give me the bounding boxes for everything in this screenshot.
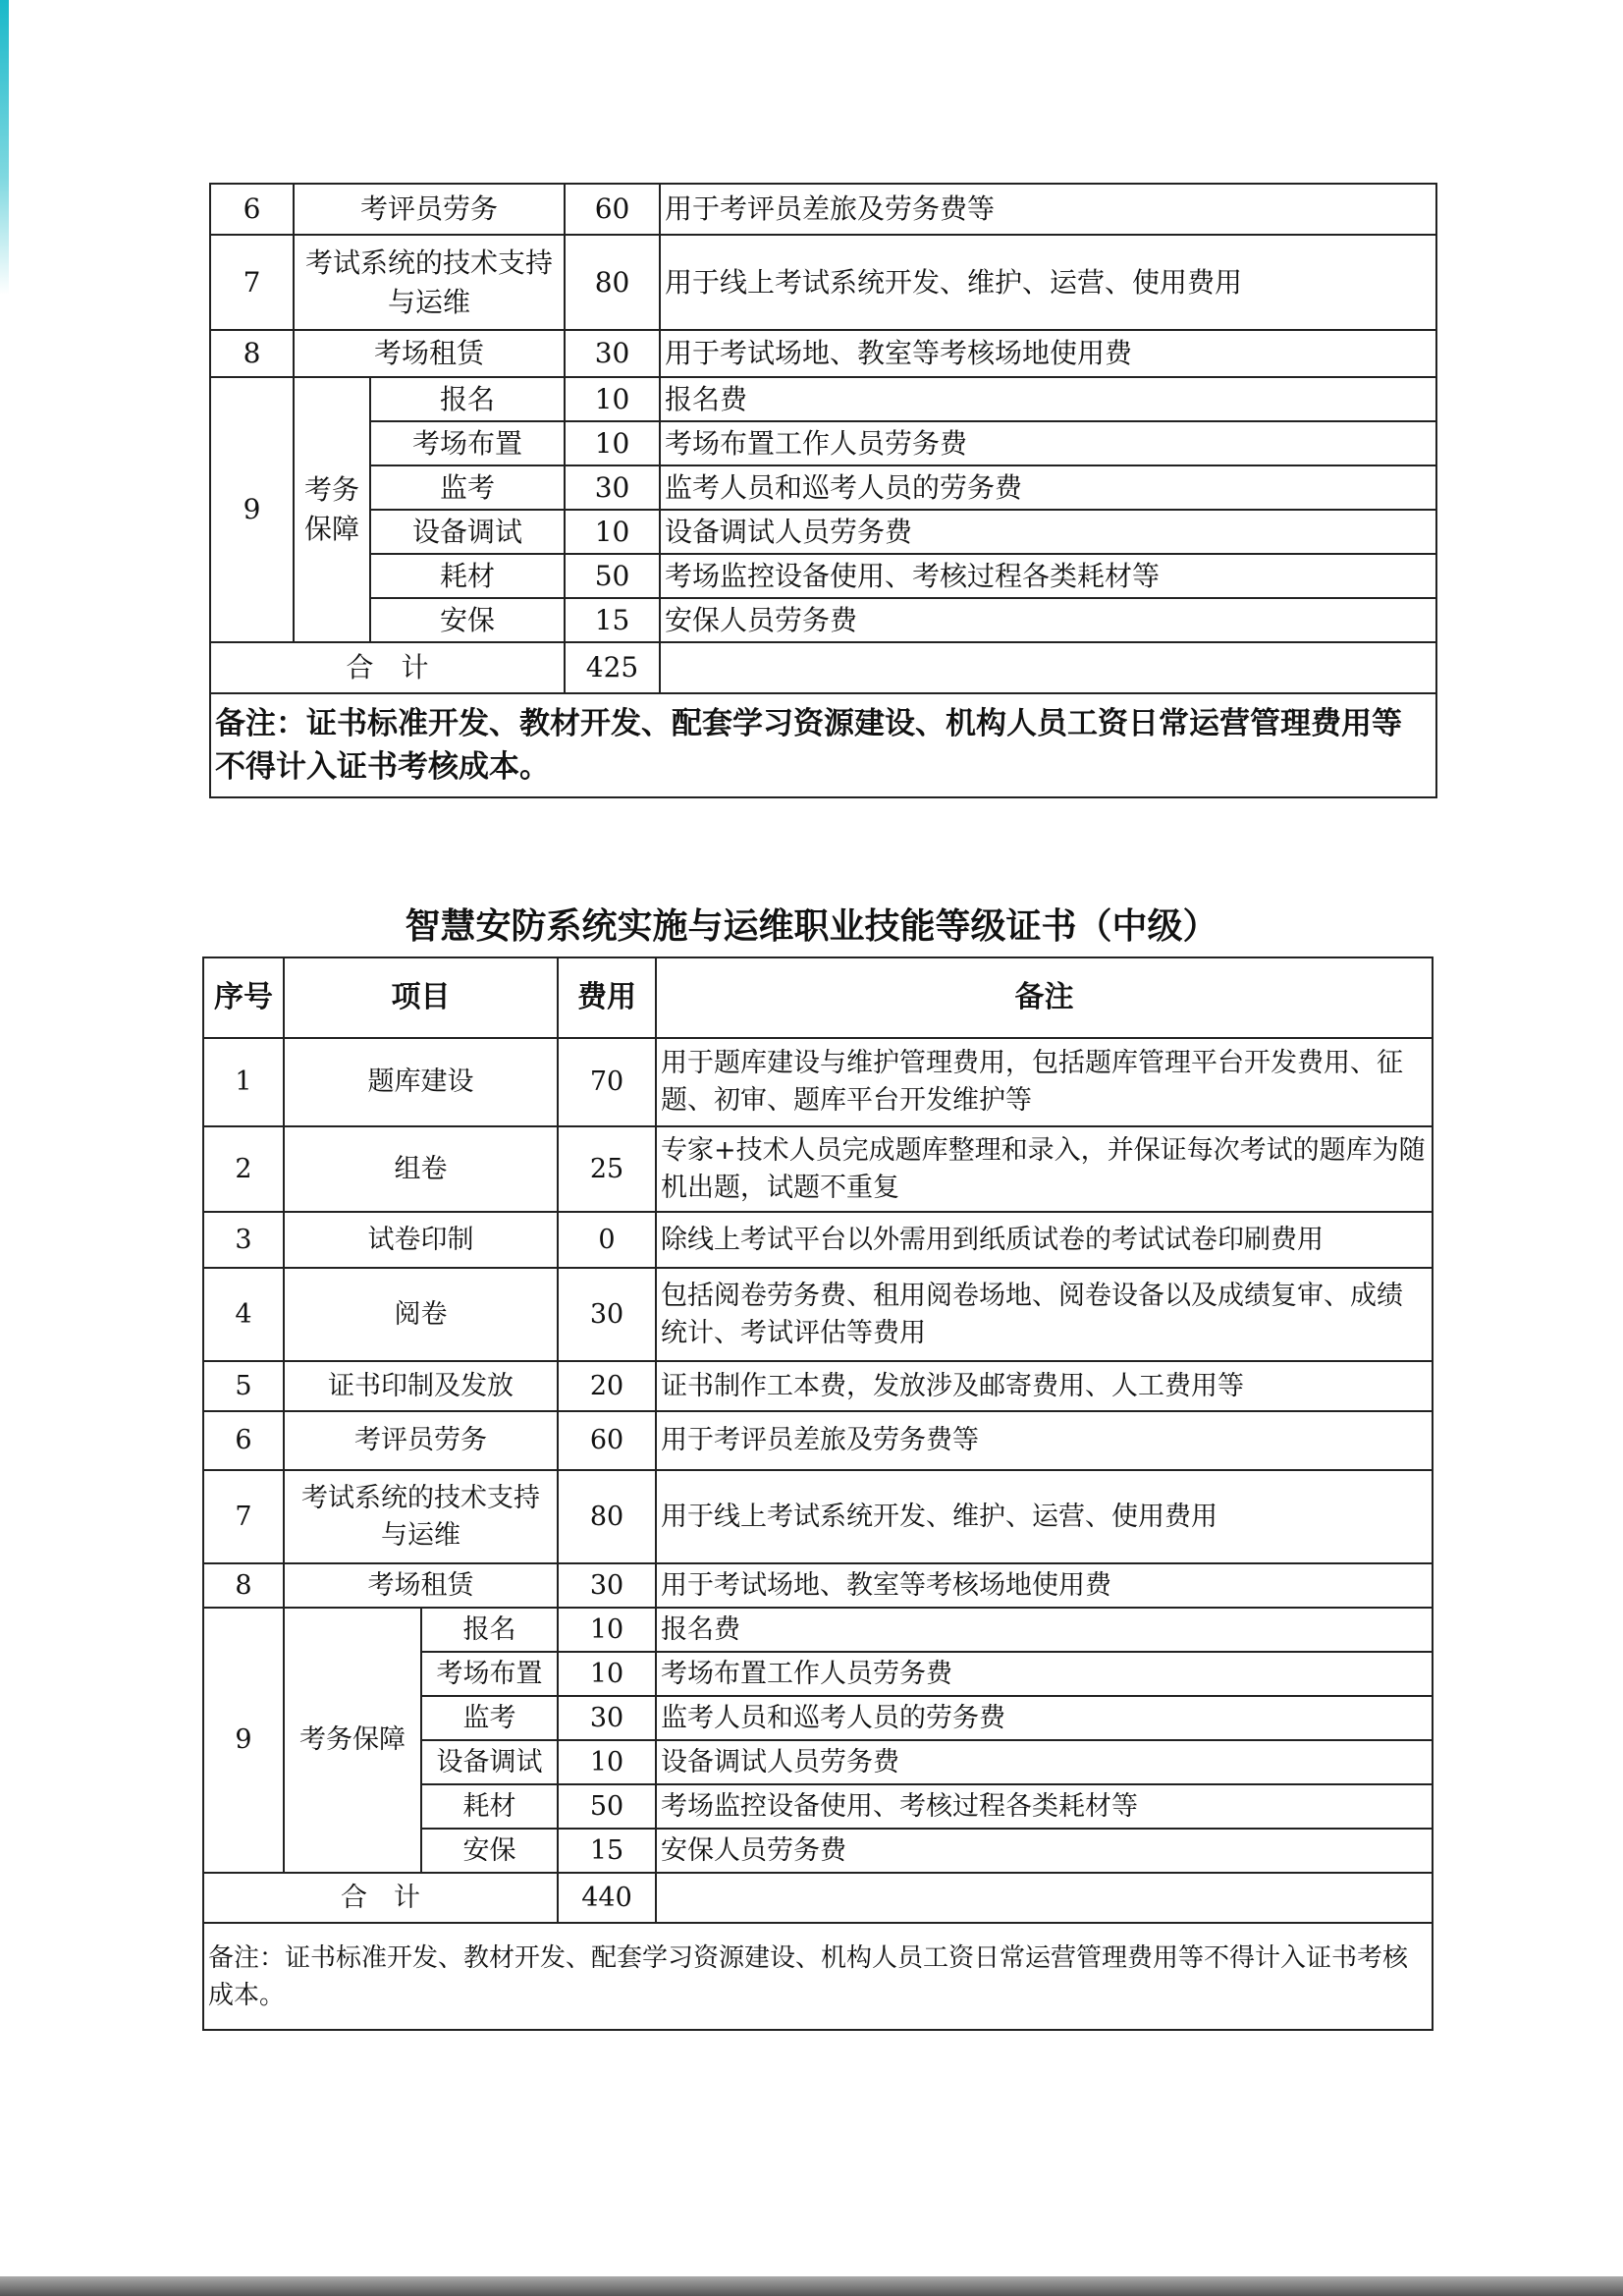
remark-text: 备注：证书标准开发、教材开发、配套学习资源建设、机构人员工资日常运营管理费用等不得计入证书考核成本。 xyxy=(210,693,1436,797)
table-row xyxy=(203,1212,1433,1268)
row-fee: 60 xyxy=(558,1411,656,1470)
header-row xyxy=(203,957,1433,1038)
cost-table-continued xyxy=(209,183,1437,798)
row-note: 除线上考试平台以外需用到纸质试卷的考试试卷印刷费用 xyxy=(656,1212,1433,1268)
total-label: 合 计 xyxy=(203,1873,558,1923)
header-fee: 费用 xyxy=(558,957,656,1038)
subitem-note: 考场监控设备使用、考核过程各类耗材等 xyxy=(656,1784,1433,1829)
table-title: 智慧安防系统实施与运维职业技能等级证书（中级） xyxy=(405,906,1218,947)
table-subrow xyxy=(210,510,1436,554)
remark-row xyxy=(210,693,1436,797)
row-note: 用于考评员差旅及劳务费等 xyxy=(656,1411,1433,1470)
table-row xyxy=(210,330,1436,377)
row-item: 考场租赁 xyxy=(294,330,565,377)
table-subrow xyxy=(210,421,1436,465)
row-item: 阅卷 xyxy=(284,1268,558,1361)
table-row xyxy=(203,1361,1433,1411)
subitem-fee: 30 xyxy=(558,1696,656,1740)
subitem-name: 考场布置 xyxy=(421,1652,558,1696)
row-number: 3 xyxy=(203,1212,284,1268)
row-fee: 80 xyxy=(558,1470,656,1563)
row-item: 考评员劳务 xyxy=(284,1411,558,1470)
total-note-empty xyxy=(660,642,1436,693)
row-number: 6 xyxy=(210,184,294,235)
subitem-note: 考场监控设备使用、考核过程各类耗材等 xyxy=(660,554,1436,598)
cost-table-intermediate xyxy=(202,957,1434,2031)
subitem-fee: 10 xyxy=(565,421,660,465)
subitem-name: 安保 xyxy=(370,598,565,642)
subitem-note: 设备调试人员劳务费 xyxy=(656,1740,1433,1784)
subitem-fee: 15 xyxy=(558,1829,656,1873)
subitem-fee: 30 xyxy=(565,465,660,510)
subitem-note: 设备调试人员劳务费 xyxy=(660,510,1436,554)
total-note-empty xyxy=(656,1873,1433,1923)
subitem-note: 报名费 xyxy=(656,1608,1433,1652)
row-fee: 30 xyxy=(565,330,660,377)
table-subrow xyxy=(210,377,1436,421)
row-note: 用于题库建设与维护管理费用，包括题库管理平台开发费用、征题、初审、题库平台开发维护等 xyxy=(656,1038,1433,1126)
subitem-fee: 50 xyxy=(565,554,660,598)
subitem-name: 考场布置 xyxy=(370,421,565,465)
header-item: 项目 xyxy=(284,957,558,1038)
subitem-note: 监考人员和巡考人员的劳务费 xyxy=(656,1696,1433,1740)
subitem-fee: 50 xyxy=(558,1784,656,1829)
row-number: 8 xyxy=(210,330,294,377)
row-note: 证书制作工本费，发放涉及邮寄费用、人工费用等 xyxy=(656,1361,1433,1411)
scan-edge-strip xyxy=(0,0,9,295)
row-note: 用于线上考试系统开发、维护、运营、使用费用 xyxy=(656,1470,1433,1563)
row-number: 2 xyxy=(203,1126,284,1212)
group-number: 9 xyxy=(210,377,294,642)
row-note: 用于考试场地、教室等考核场地使用费 xyxy=(656,1563,1433,1608)
row-fee: 0 xyxy=(558,1212,656,1268)
row-number: 6 xyxy=(203,1411,284,1470)
subitem-fee: 10 xyxy=(558,1608,656,1652)
subitem-note: 安保人员劳务费 xyxy=(660,598,1436,642)
subitem-note: 考场布置工作人员劳务费 xyxy=(656,1652,1433,1696)
table-subrow xyxy=(210,465,1436,510)
row-item: 考试系统的技术支持与运维 xyxy=(294,235,565,330)
row-fee: 25 xyxy=(558,1126,656,1212)
subitem-name: 设备调试 xyxy=(421,1740,558,1784)
total-value: 440 xyxy=(558,1873,656,1923)
subitem-name: 报名 xyxy=(370,377,565,421)
table-row xyxy=(203,1563,1433,1608)
table-row xyxy=(203,1268,1433,1361)
total-row xyxy=(203,1873,1433,1923)
row-number: 5 xyxy=(203,1361,284,1411)
row-number: 4 xyxy=(203,1268,284,1361)
table-row xyxy=(210,235,1436,330)
group-label: 考务保障 xyxy=(284,1608,421,1873)
scan-bottom-band xyxy=(0,2276,1623,2296)
subitem-name: 耗材 xyxy=(370,554,565,598)
header-note: 备注 xyxy=(656,957,1433,1038)
row-item: 试卷印制 xyxy=(284,1212,558,1268)
subitem-name: 监考 xyxy=(370,465,565,510)
row-item: 考场租赁 xyxy=(284,1563,558,1608)
row-item: 组卷 xyxy=(284,1126,558,1212)
subitem-fee: 10 xyxy=(565,377,660,421)
row-fee: 80 xyxy=(565,235,660,330)
row-item: 考评员劳务 xyxy=(294,184,565,235)
row-fee: 30 xyxy=(558,1563,656,1608)
subitem-name: 监考 xyxy=(421,1696,558,1740)
row-fee: 60 xyxy=(565,184,660,235)
subitem-note: 考场布置工作人员劳务费 xyxy=(660,421,1436,465)
row-note: 用于考评员差旅及劳务费等 xyxy=(660,184,1436,235)
remark-row xyxy=(203,1923,1433,2030)
row-number: 1 xyxy=(203,1038,284,1126)
subitem-name: 安保 xyxy=(421,1829,558,1873)
header-no: 序号 xyxy=(203,957,284,1038)
row-note: 包括阅卷劳务费、租用阅卷场地、阅卷设备以及成绩复审、成绩统计、考试评估等费用 xyxy=(656,1268,1433,1361)
row-fee: 20 xyxy=(558,1361,656,1411)
table-row xyxy=(210,184,1436,235)
table-row xyxy=(203,1411,1433,1470)
subitem-fee: 10 xyxy=(558,1652,656,1696)
row-note: 用于考试场地、教室等考核场地使用费 xyxy=(660,330,1436,377)
row-fee: 70 xyxy=(558,1038,656,1126)
row-note: 专家+技术人员完成题库整理和录入，并保证每次考试的题库为随机出题，试题不重复 xyxy=(656,1126,1433,1212)
row-number: 7 xyxy=(203,1470,284,1563)
subitem-fee: 10 xyxy=(558,1740,656,1784)
subitem-note: 安保人员劳务费 xyxy=(656,1829,1433,1873)
subitem-note: 监考人员和巡考人员的劳务费 xyxy=(660,465,1436,510)
table-row xyxy=(203,1470,1433,1563)
group-label: 考务保障 xyxy=(294,377,370,642)
total-row xyxy=(210,642,1436,693)
table-subrow xyxy=(210,554,1436,598)
row-number: 8 xyxy=(203,1563,284,1608)
row-item: 考试系统的技术支持与运维 xyxy=(284,1470,558,1563)
table-row xyxy=(203,1126,1433,1212)
subitem-name: 耗材 xyxy=(421,1784,558,1829)
total-value: 425 xyxy=(565,642,660,693)
remark-text: 备注：证书标准开发、教材开发、配套学习资源建设、机构人员工资日常运营管理费用等不得计入证书考核成本。 xyxy=(203,1923,1433,2030)
table-row xyxy=(203,1038,1433,1126)
total-label: 合 计 xyxy=(210,642,565,693)
row-fee: 30 xyxy=(558,1268,656,1361)
subitem-name: 设备调试 xyxy=(370,510,565,554)
subitem-name: 报名 xyxy=(421,1608,558,1652)
row-item: 题库建设 xyxy=(284,1038,558,1126)
row-note: 用于线上考试系统开发、维护、运营、使用费用 xyxy=(660,235,1436,330)
row-item: 证书印制及发放 xyxy=(284,1361,558,1411)
table-subrow xyxy=(210,598,1436,642)
group-number: 9 xyxy=(203,1608,284,1873)
table-subrow xyxy=(203,1608,1433,1652)
subitem-fee: 15 xyxy=(565,598,660,642)
row-number: 7 xyxy=(210,235,294,330)
subitem-fee: 10 xyxy=(565,510,660,554)
subitem-note: 报名费 xyxy=(660,377,1436,421)
